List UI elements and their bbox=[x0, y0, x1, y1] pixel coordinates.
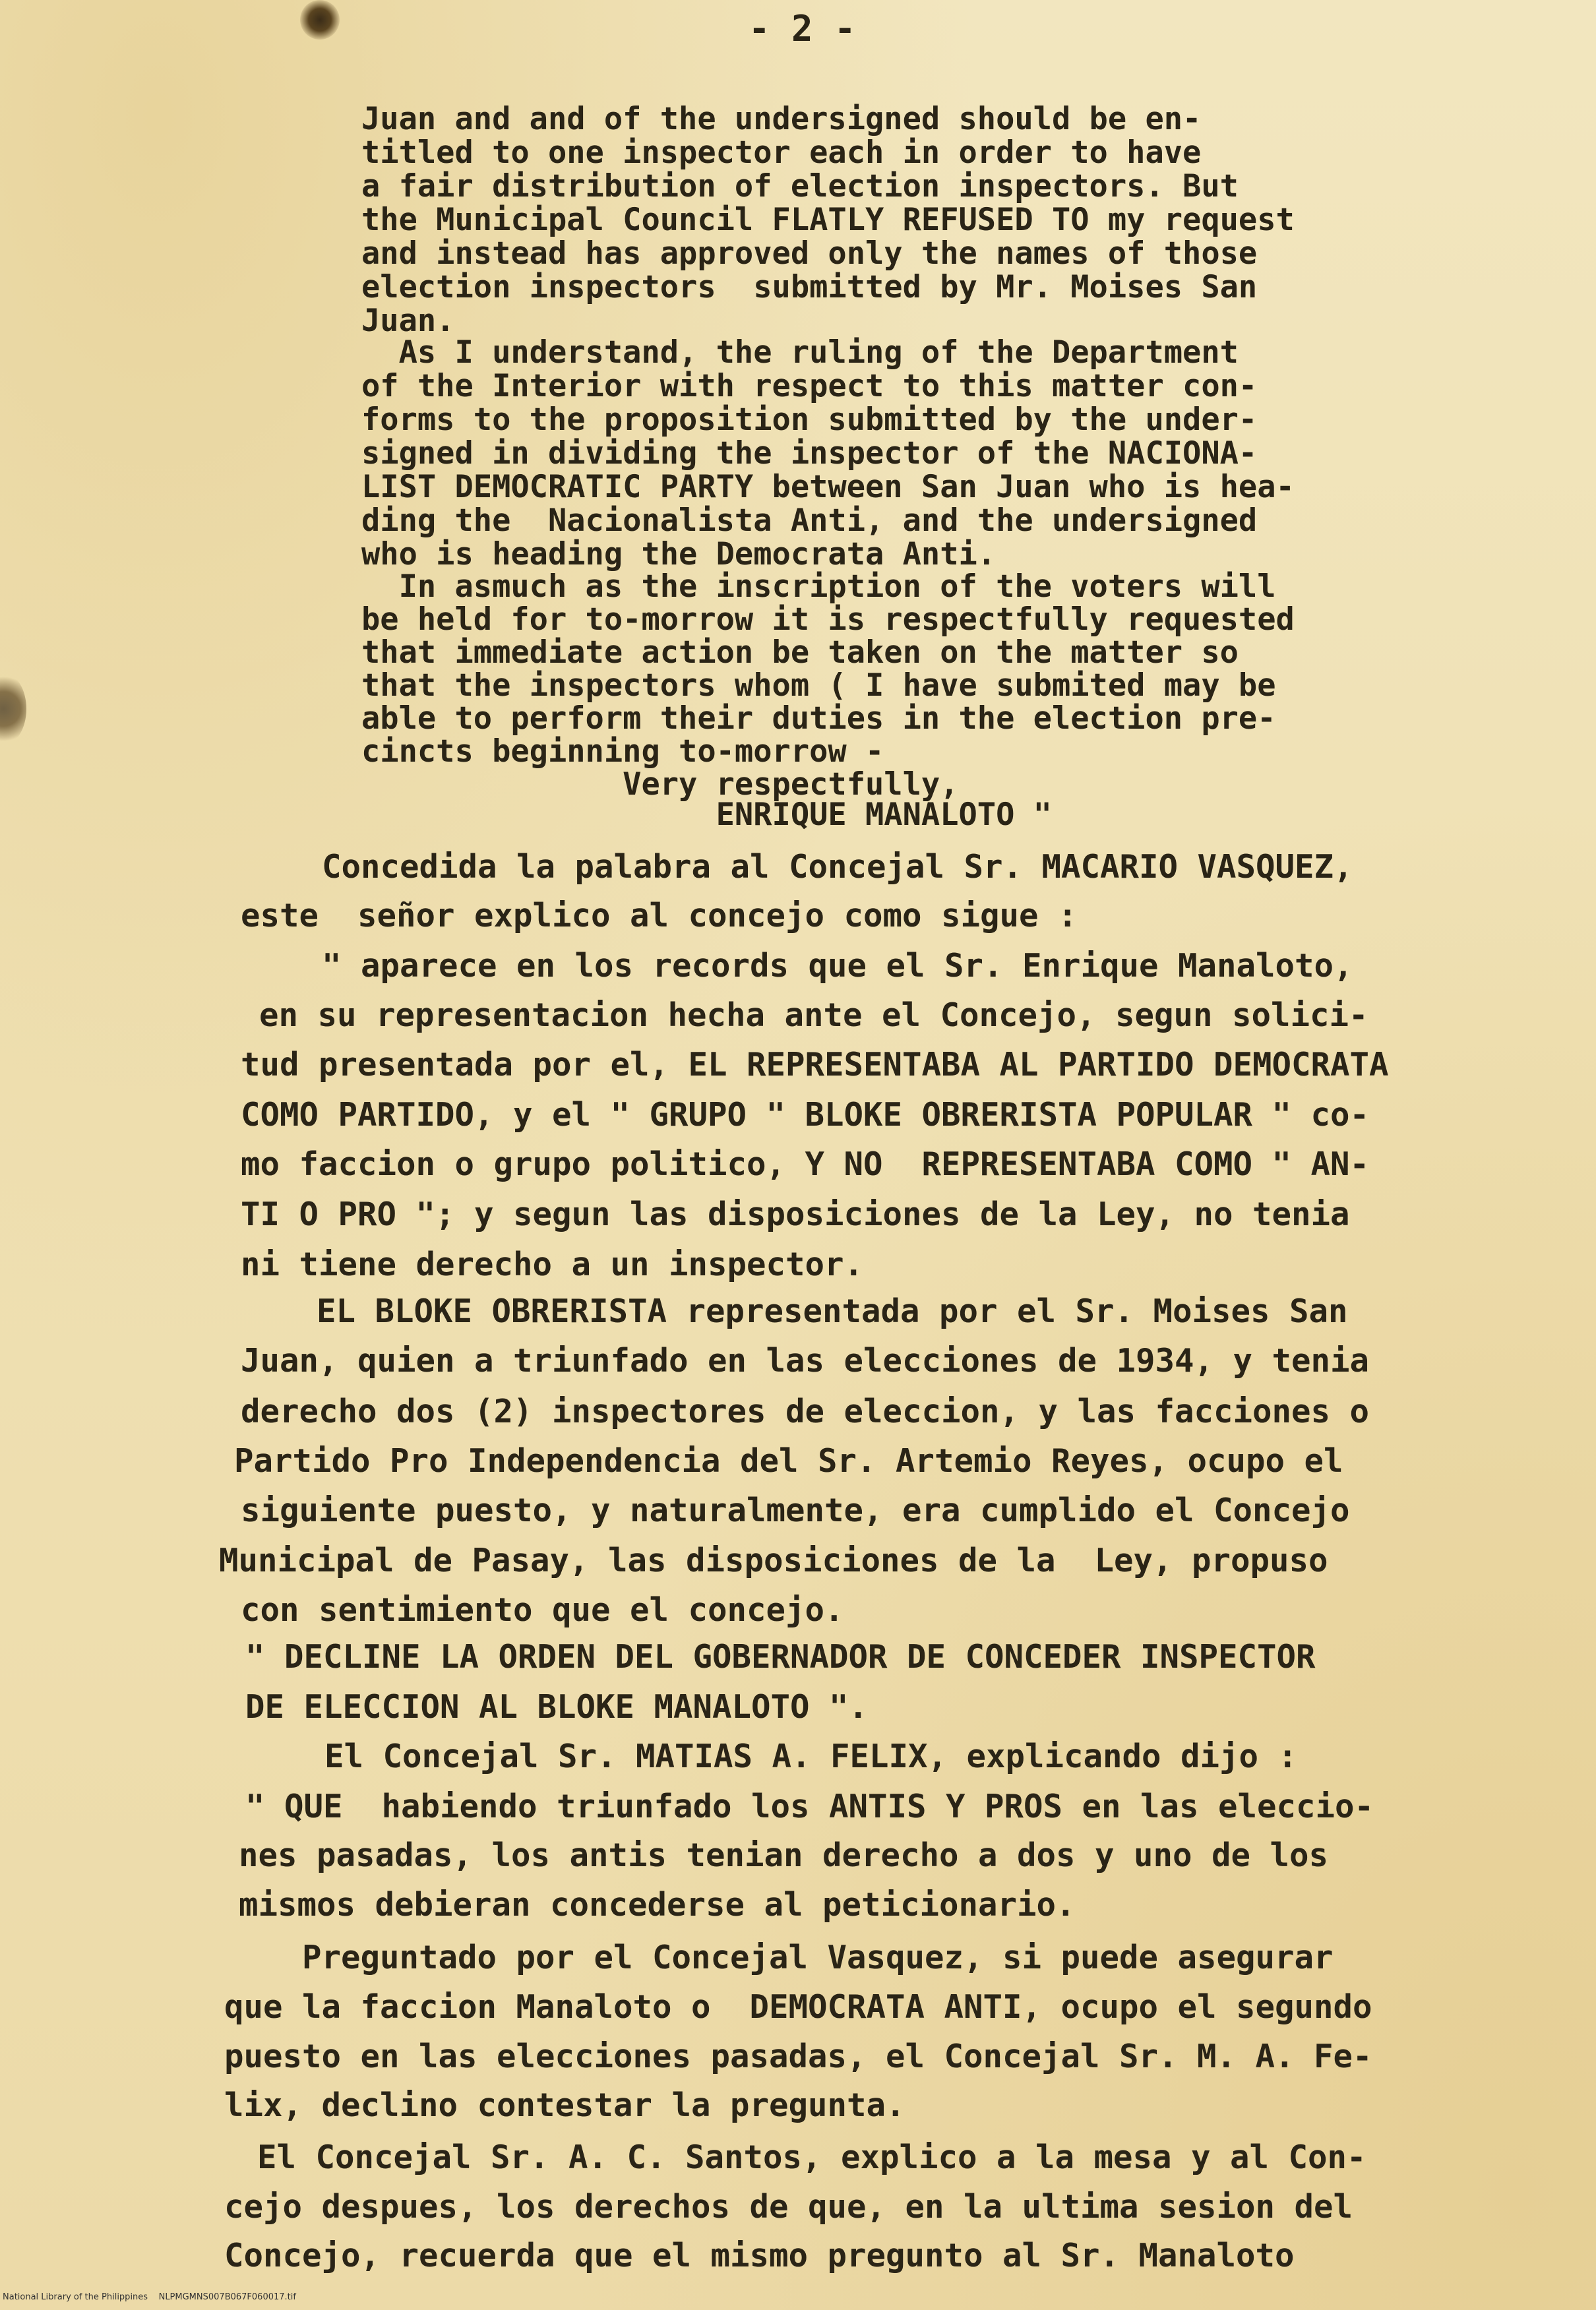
letter-line: that the inspectors whom ( I have submited may be bbox=[361, 667, 1276, 704]
minutes-line: EL BLOKE OBRERISTA representada por el Sr. Moises San bbox=[317, 1292, 1348, 1330]
letter-line: titled to one inspector each in order to have bbox=[361, 135, 1202, 171]
minutes-line: que la faccion Manaloto o DEMOCRATA ANTI, ocupo el segundo bbox=[224, 1988, 1372, 2026]
minutes-line: Preguntado por el Concejal Vasquez, si puede asegurar bbox=[302, 1939, 1334, 1976]
minutes-line: COMO PARTIDO, y el " GRUPO " BLOKE OBRERISTA POPULAR " co- bbox=[241, 1096, 1370, 1134]
letter-line: signed in dividing the inspector of the NACIONA- bbox=[361, 435, 1258, 471]
page-number: - 2 - bbox=[749, 8, 856, 49]
letter-line: be held for to-morrow it is respectfully requested bbox=[361, 601, 1295, 638]
minutes-line: siguiente puesto, y naturalmente, era cumplido el Concejo bbox=[241, 1492, 1350, 1529]
minutes-line: tud presentada por el, EL REPRESENTABA AL PARTIDO DEMOCRATA bbox=[241, 1046, 1389, 1083]
letter-line: the Municipal Council FLATLY REFUSED TO my request bbox=[361, 202, 1295, 238]
minutes-line: El Concejal Sr. A. C. Santos, explico a la mesa y al Con- bbox=[257, 2139, 1366, 2176]
letter-line: that immediate action be taken on the matter so bbox=[361, 634, 1239, 671]
letter-closing: Very respectfully, bbox=[361, 766, 959, 803]
minutes-line: Municipal de Pasay, las disposiciones de la Ley, propuso bbox=[219, 1542, 1328, 1579]
letter-line: able to perform their duties in the election pre- bbox=[361, 700, 1276, 737]
minutes-line: este señor explico al concejo como sigue : bbox=[241, 897, 1078, 934]
minutes-line: cejo despues, los derechos de que, en la ultima sesion del bbox=[224, 2188, 1353, 2226]
minutes-line: en su representacion hecha ante el Concejo, segun solici- bbox=[259, 996, 1368, 1034]
minutes-line: puesto en las elecciones pasadas, el Concejal Sr. M. A. Fe- bbox=[224, 2038, 1372, 2075]
minutes-line: nes pasadas, los antis tenian derecho a dos y uno de los bbox=[239, 1837, 1329, 1874]
minutes-line: Juan, quien a triunfado en las elecciones de 1934, y tenia bbox=[241, 1342, 1370, 1380]
minutes-line: Concedida la palabra al Concejal Sr. MACARIO VASQUEZ, bbox=[322, 848, 1353, 886]
minutes-line: " DECLINE LA ORDEN DEL GOBERNADOR DE CONCEDER INSPECTOR bbox=[245, 1638, 1316, 1676]
minutes-line: con sentimiento que el concejo. bbox=[241, 1591, 844, 1629]
letter-line: election inspectors submitted by Mr. Moises San bbox=[361, 269, 1258, 305]
letter-line: Juan. bbox=[361, 303, 455, 339]
letter-line: LIST DEMOCRATIC PARTY between San Juan who is hea- bbox=[361, 469, 1295, 505]
letter-line: and instead has approved only the names of those bbox=[361, 235, 1258, 272]
letter-line: In asmuch as the inscription of the voters will bbox=[361, 568, 1276, 605]
letter-line: cincts beginning to-morrow - bbox=[361, 733, 884, 770]
minutes-line: TI O PRO "; y segun las disposiciones de la Ley, no tenia bbox=[241, 1196, 1350, 1233]
letter-line: of the Interior with respect to this matter con- bbox=[361, 368, 1258, 404]
minutes-line: Concejo, recuerda que el mismo pregunto al Sr. Manaloto bbox=[224, 2237, 1295, 2274]
minutes-line: DE ELECCION AL BLOKE MANALOTO ". bbox=[245, 1688, 869, 1726]
minutes-line: mismos debieran concederse al peticionario. bbox=[239, 1886, 1076, 1924]
letter-line: forms to the proposition submitted by the under- bbox=[361, 402, 1258, 438]
letter-line: Juan and and of the undersigned should be en- bbox=[361, 101, 1202, 137]
ink-stain bbox=[0, 673, 26, 745]
letter-line: who is heading the Democrata Anti. bbox=[361, 536, 997, 572]
minutes-line: " QUE habiendo triunfado los ANTIS Y PROS en las eleccio- bbox=[245, 1788, 1374, 1825]
letter-line: a fair distribution of election inspectors. But bbox=[361, 168, 1239, 204]
minutes-line: El Concejal Sr. MATIAS A. FELIX, explicando dijo : bbox=[324, 1738, 1298, 1775]
minutes-line: derecho dos (2) inspectores de eleccion, y las facciones o bbox=[241, 1393, 1370, 1430]
letter-signature: ENRIQUE MANALOTO " bbox=[361, 797, 1052, 833]
minutes-line: " aparece en los records que el Sr. Enrique Manaloto, bbox=[322, 947, 1353, 985]
minutes-line: mo faccion o grupo politico, Y NO REPRESENTABA COMO " AN- bbox=[241, 1145, 1370, 1183]
ink-stain bbox=[300, 0, 340, 40]
minutes-line: ni tiene derecho a un inspector. bbox=[241, 1246, 864, 1283]
letter-line: ding the Nacionalista Anti, and the undersigned bbox=[361, 502, 1258, 539]
letter-line: As I understand, the ruling of the Department bbox=[361, 334, 1239, 371]
minutes-line: lix, declino contestar la pregunta. bbox=[224, 2086, 905, 2124]
archive-footer: National Library of the Philippines NLPMGMNS007B067F060017.tif bbox=[3, 2292, 296, 2302]
minutes-line: Partido Pro Independencia del Sr. Artemio Reyes, ocupo el bbox=[234, 1442, 1343, 1480]
